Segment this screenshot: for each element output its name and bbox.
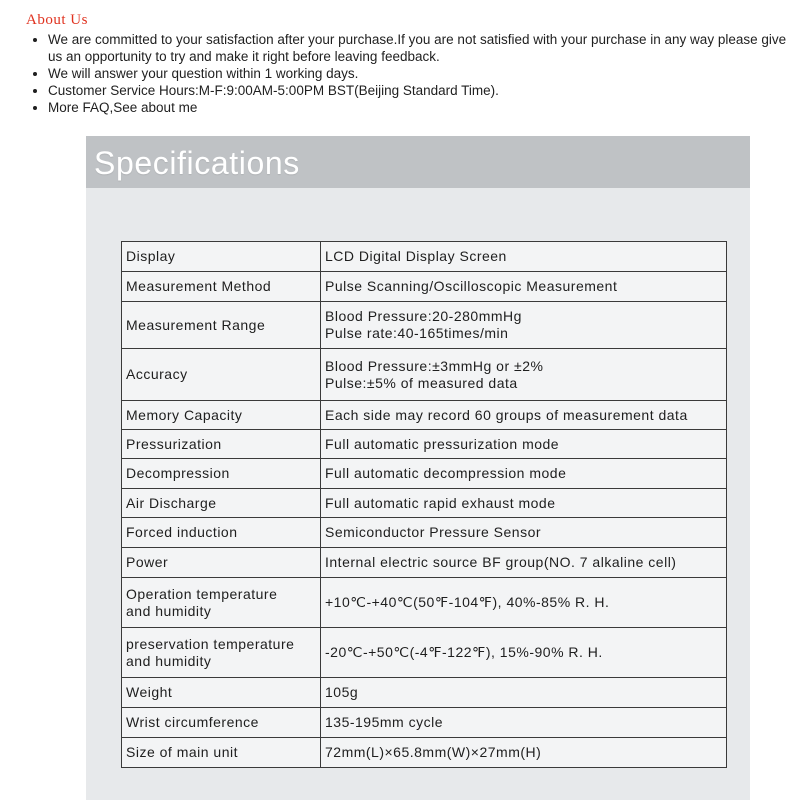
spec-label: Weight	[122, 678, 321, 708]
spec-label: Power	[122, 548, 321, 578]
spec-value: 135-195mm cycle	[321, 708, 727, 738]
spec-label: Decompression	[122, 459, 321, 489]
spec-label: Size of main unit	[122, 738, 321, 768]
spec-label: Pressurization	[122, 430, 321, 459]
table-row	[122, 548, 727, 578]
table-row	[122, 489, 727, 518]
table-row	[122, 738, 727, 768]
spec-label: Forced induction	[122, 518, 321, 548]
about-bullet: • We are committed to your satisfaction after your purchase.If you are not satisfied with your purchase in any way please give us an opportunity to try and make it right before leaving feedback.	[48, 31, 800, 65]
spec-label: Measurement Method	[122, 272, 321, 302]
spec-value: Semiconductor Pressure Sensor	[321, 518, 727, 548]
about-bullet: • We will answer your question within 1 working days.	[48, 65, 800, 82]
spec-value: Blood Pressure:±3mmHg or ±2% Pulse:±5% of measured data	[321, 349, 727, 401]
table-row	[122, 708, 727, 738]
about-us-title: About Us	[26, 12, 88, 28]
spec-value: -20℃-+50℃(-4℉-122℉), 15%-90% R. H.	[321, 628, 727, 678]
spec-value: Full automatic pressurization mode	[321, 430, 727, 459]
spec-label: Memory Capacity	[122, 401, 321, 430]
spec-value: Each side may record 60 groups of measurement data	[321, 401, 727, 430]
table-row	[122, 401, 727, 430]
about-bullet: • Customer Service Hours:M-F:9:00AM-5:00PM BST(Beijing Standard Time).	[48, 82, 800, 99]
spec-value: 105g	[321, 678, 727, 708]
spec-value: +10℃-+40℃(50℉-104℉), 40%-85% R. H.	[321, 578, 727, 628]
specifications-header	[86, 136, 750, 188]
spec-label: Accuracy	[122, 349, 321, 401]
table-row	[122, 628, 727, 678]
spec-label: Air Discharge	[122, 489, 321, 518]
spec-value: Full automatic decompression mode	[321, 459, 727, 489]
table-row	[122, 242, 727, 272]
table-row	[122, 272, 727, 302]
table-row	[122, 518, 727, 548]
spec-label: Operation temperature and humidity	[122, 578, 321, 628]
spec-value: LCD Digital Display Screen	[321, 242, 727, 272]
about-us-list	[30, 31, 800, 116]
table-row	[122, 578, 727, 628]
table-row	[122, 459, 727, 489]
spec-label: Measurement Range	[122, 302, 321, 349]
spec-label: Wrist circumference	[122, 708, 321, 738]
spec-value: Internal electric source BF group(NO. 7 alkaline cell)	[321, 548, 727, 578]
spec-value: 72mm(L)×65.8mm(W)×27mm(H)	[321, 738, 727, 768]
table-row	[122, 302, 727, 349]
table-row	[122, 678, 727, 708]
spec-label: Display	[122, 242, 321, 272]
spec-value: Blood Pressure:20-280mmHg Pulse rate:40-165times/min	[321, 302, 727, 349]
specifications-title: Specifications	[94, 145, 300, 181]
table-row	[122, 430, 727, 459]
about-bullet: • More FAQ,See about me	[48, 99, 800, 116]
specifications-table	[121, 241, 727, 768]
spec-value: Full automatic rapid exhaust mode	[321, 489, 727, 518]
spec-label: preservation temperature and humidity	[122, 628, 321, 678]
table-row	[122, 349, 727, 401]
spec-value: Pulse Scanning/Oscilloscopic Measurement	[321, 272, 727, 302]
